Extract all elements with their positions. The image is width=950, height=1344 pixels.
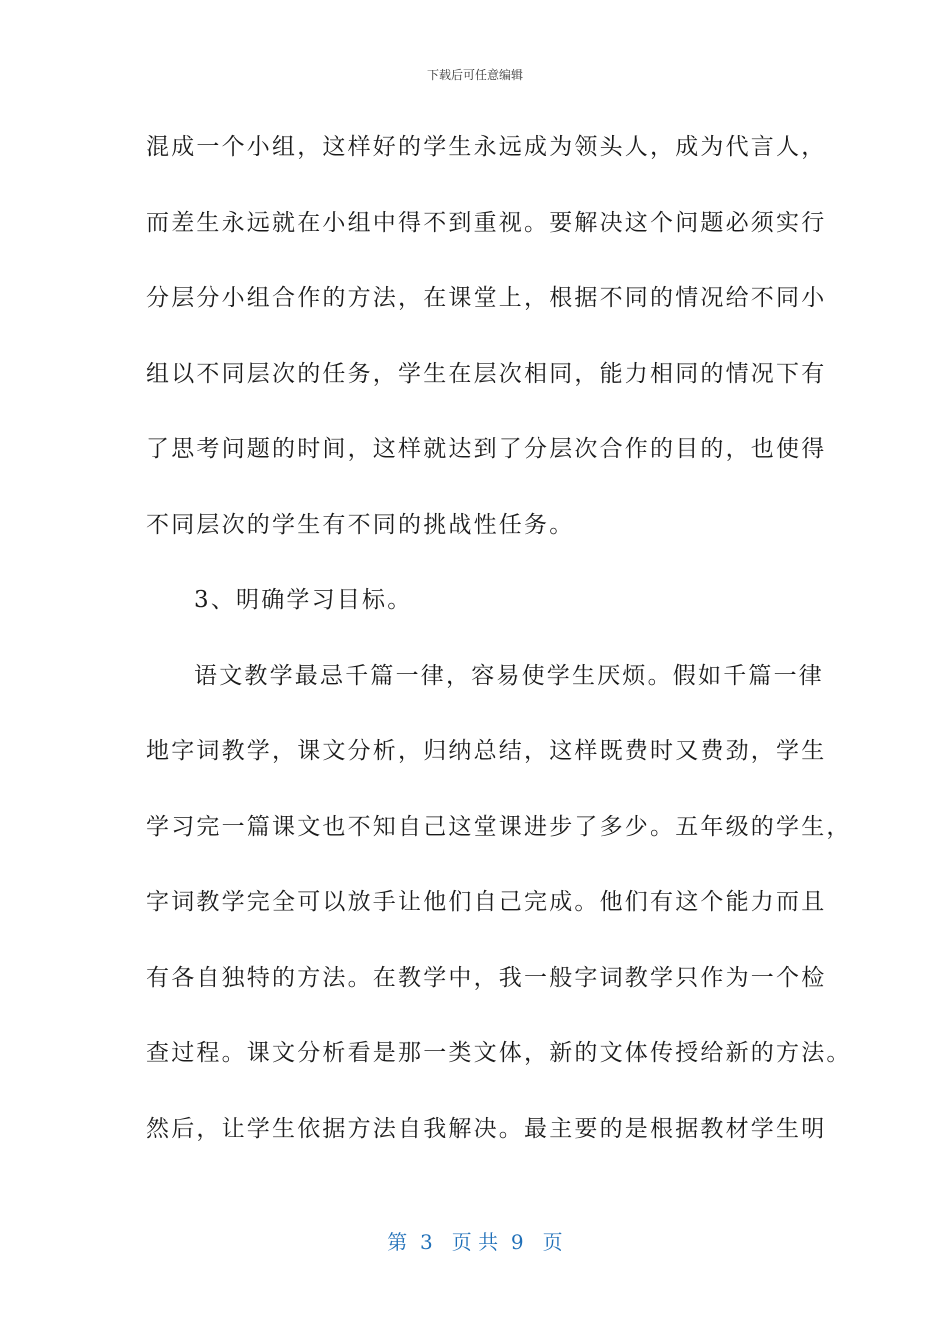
paragraph-start-line: 语文教学最忌千篇一律，容易使学生厌烦。假如千篇一律	[194, 662, 824, 689]
body-line: 分层分小组合作的方法，在课堂上，根据不同的情况给不同小	[146, 285, 827, 311]
body-line: 地字词教学，课文分析，归纳总结，这样既费时又费劲，学生	[146, 738, 827, 764]
body-line: 字词教学完全可以放手让他们自己完成。他们有这个能力而且	[146, 889, 827, 915]
body-line: 查过程。课文分析看是那一类文体，新的文体传授给新的方法。	[146, 1040, 852, 1066]
body-line: 而差生永远就在小组中得不到重视。要解决这个问题必须实行	[146, 209, 827, 236]
page-header-note: 下载后可任意编辑	[426, 68, 523, 82]
body-line: 混成一个小组，这样好的学生永远成为领头人，成为代言人，	[146, 134, 827, 160]
section-heading: 3、明确学习目标。	[194, 587, 413, 613]
page-number-footer: 第 3 页 共 9 页	[387, 1230, 563, 1254]
document-body	[146, 121, 852, 1178]
body-line: 有各自独特的方法。在教学中，我一般字词教学只作为一个检	[146, 964, 827, 991]
body-line: 学习完一篇课文也不知自己这堂课进步了多少。五年级的学生，	[146, 813, 852, 840]
body-line: 然后，让学生依据方法自我解决。最主要的是根据教材学生明	[146, 1115, 827, 1142]
body-line: 不同层次的学生有不同的挑战性任务。	[146, 511, 575, 538]
body-line: 组以不同层次的任务，学生在层次相同，能力相同的情况下有	[146, 360, 827, 387]
body-line: 了思考问题的时间，这样就达到了分层次合作的目的，也使得	[146, 436, 827, 462]
